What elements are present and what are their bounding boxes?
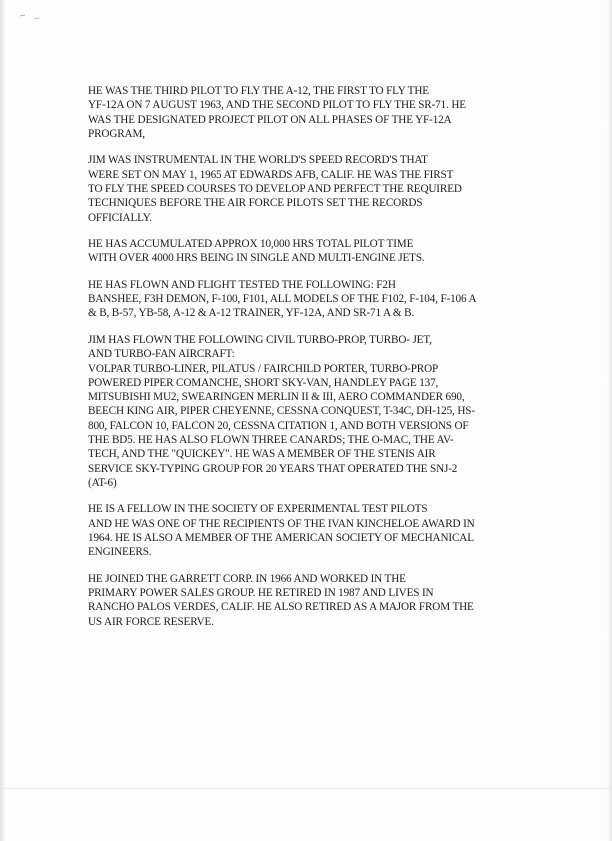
- paragraph-pilot-history: HE WAS THE THIRD PILOT TO FLY THE A-12, THE FIRST TO FLY THE YF-12A ON 7 AUGUST 1963, AND THE SECOND PILOT TO FLY THE SR-71. HE WAS THE DESIGNATED PROJECT PILOT ON ALL PHASES OF THE YF-12A PROGRAM,: [88, 85, 466, 140]
- paragraph-civil-aircraft: JIM HAS FLOWN THE FOLLOWING CIVIL TURBO-PROP, TURBO- JET, AND TURBO-FAN AIRCRAFT: VOLPAR TURBO-LINER, PILATUS / FAIRCHILD PORTER, TURBO-PROP POWERED PIPER COMANCHE, SHORT SKY-VAN, HANDLEY PAGE 137, MITSUBISHI MU2, SWEARINGEN MERLIN II & III, AERO COMMANDER 690, BEECH KING AIR, PIPER CHEYENNE, CESSNA CONQUEST, T-34C, DH-125, HS- 800, FALCON 10, FALCON 20, CESSNA CITATION 1, AND BOTH VERSIONS OF THE BD5. HE HAS ALSO FLOWN THREE CANARDS; THE O-MAC, THE AV- TECH, AND THE "QUICKEY". HE WAS A MEMBER OF THE STENIS AIR SERVICE SKY-TYPING GROUP FOR 20 YEARS THAT OPERATED THE SNJ-2 (AT-6): [88, 333, 475, 489]
- paragraph-military-aircraft: HE HAS FLOWN AND FLIGHT TESTED THE FOLLOWING: F2H BANSHEE, F3H DEMON, F-100, F101, ALL MODELS OF THE F102, F-104, F-106 A & B, B-57, YB-58, A-12 & A-12 TRAINER, YF-12A, AND SR-71 A & B.: [88, 278, 477, 320]
- page-edge-right: [607, 0, 612, 841]
- paper-fold-line: [0, 788, 612, 789]
- page-edge-left: [0, 0, 6, 841]
- document-body: [88, 84, 528, 641]
- paragraph-flight-hours: HE HAS ACCUMULATED APPROX 10,000 HRS TOTAL PILOT TIME WITH OVER 4000 HRS BEING IN SINGLE AND MULTI-ENGINE JETS.: [88, 238, 425, 265]
- paragraph-memberships: HE IS A FELLOW IN THE SOCIETY OF EXPERIMENTAL TEST PILOTS AND HE WAS ONE OF THE RECIPIENTS OF THE IVAN KINCHELOE AWARD IN 1964. HE IS ALSO A MEMBER OF THE AMERICAN SOCIETY OF MECHANICAL ENGINEERS.: [88, 503, 475, 559]
- corner-smudge-mark: [18, 12, 48, 26]
- paragraph-career-retirement: HE JOINED THE GARRETT CORP. IN 1966 AND WORKED IN THE PRIMARY POWER SALES GROUP. HE RETIRED IN 1987 AND LIVES IN RANCHO PALOS VERDES, CALIF. HE ALSO RETIRED AS A MAJOR FROM THE US AIR FORCE RESERVE.: [88, 572, 474, 628]
- paragraph-speed-records: JIM WAS INSTRUMENTAL IN THE WORLD'S SPEED RECORD'S THAT WERE SET ON MAY 1, 1965 AT EDWARDS AFB, CALIF. HE WAS THE FIRST TO FLY THE SPEED COURSES TO DEVELOP AND PERFECT THE REQUIRED TECHNIQUES BEFORE THE AIR FORCE PILOTS SET THE RECORDS OFFICIALLY.: [88, 154, 462, 224]
